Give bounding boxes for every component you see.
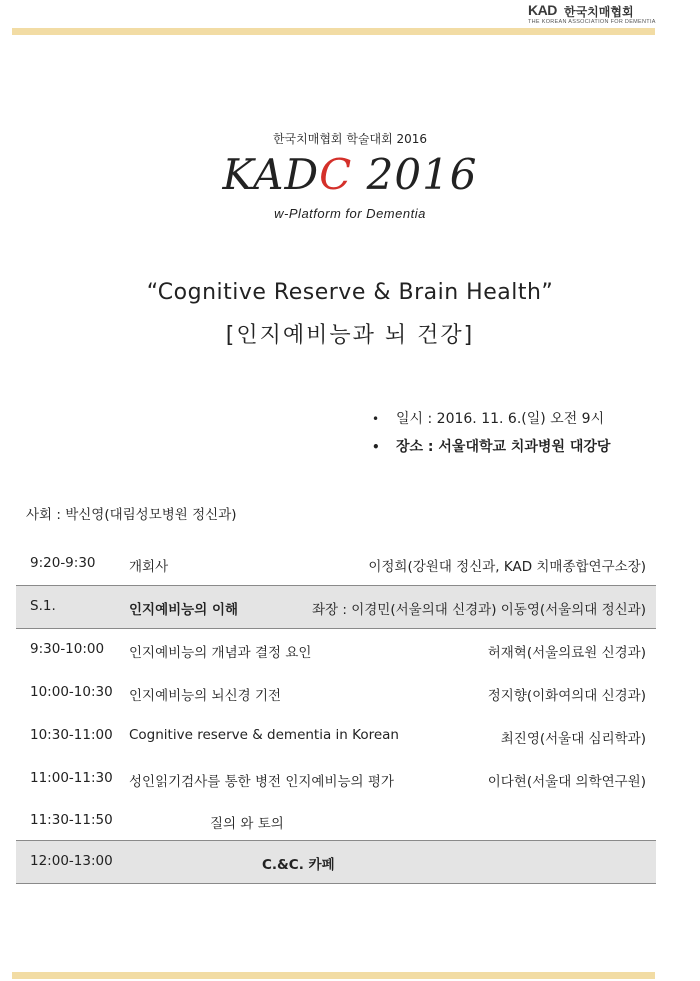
row-speaker: 정지향(이화여의대 신경과) — [487, 688, 646, 704]
row-program: 성인읽기검사를 통한 병전 인지예비능의 평가 — [129, 774, 394, 790]
top-decorative-band — [12, 28, 655, 35]
row-speaker: 이정희(강원대 정신과, KAD 치매종합연구소장) — [368, 559, 646, 575]
table-row — [16, 800, 656, 842]
event-title-prefix: KAD — [222, 150, 320, 199]
event-platform: w-Platform for Dementia — [274, 206, 426, 221]
row-program: 인지예비능의 뇌신경 기전 — [129, 688, 282, 704]
logo-title: 한국치매협회 — [564, 5, 634, 19]
row-time: 11:30-11:50 — [30, 812, 113, 828]
event-title-c: C — [319, 150, 353, 199]
table-row-session — [16, 585, 656, 629]
row-speaker: 좌장 : 이경민(서울의대 신경과) 이동영(서울의대 정신과) — [312, 602, 646, 618]
theme-korean: [인지예비능과 뇌 건강] — [225, 323, 475, 348]
table-row-break — [16, 840, 656, 884]
row-speaker: 이다현(서울대 의학연구원) — [487, 774, 646, 790]
row-time: 9:30-10:00 — [30, 641, 105, 657]
event-subtitle: 한국치매협회 학술대회 2016 — [272, 132, 428, 146]
logo-subtitle: THE KOREAN ASSOCIATION FOR DEMENTIA — [528, 19, 656, 25]
row-program: C.&C. 카페 — [262, 857, 335, 873]
host-line: 사회 : 박신영(대림성모병원 정신과) — [26, 507, 237, 523]
row-program: 개회사 — [129, 559, 169, 575]
bullet-icon: • — [372, 440, 380, 454]
info-date — [372, 408, 604, 428]
row-time: 10:00-10:30 — [30, 684, 113, 700]
row-program: 질의 와 토의 — [210, 816, 284, 832]
event-title — [0, 150, 700, 199]
table-row — [16, 758, 656, 800]
info-date-text: 일시 : 2016. 11. 6.(일) 오전 9시 — [396, 411, 605, 427]
bullet-icon: • — [372, 412, 380, 426]
row-speaker: 허재혁(서울의료원 신경과) — [487, 645, 646, 661]
bottom-decorative-band — [12, 972, 655, 979]
table-row — [16, 629, 656, 671]
row-program: 인지예비능의 이해 — [129, 602, 239, 618]
info-venue-text: 장소 : 서울대학교 치과병원 대강당 — [396, 439, 611, 455]
theme-english: “Cognitive Reserve & Brain Health” — [146, 280, 554, 305]
row-time: 10:30-11:00 — [30, 727, 113, 743]
row-time: S.1. — [30, 598, 56, 614]
table-row — [16, 672, 656, 714]
row-program: Cognitive reserve & dementia in Korean — [129, 727, 399, 743]
info-venue — [372, 436, 610, 456]
event-title-year: 2016 — [352, 150, 478, 199]
table-row — [16, 543, 656, 585]
kad-logo — [528, 2, 678, 28]
row-program: 인지예비능의 개념과 결정 요인 — [129, 645, 312, 661]
row-speaker: 최진영(서울대 심리학과) — [500, 731, 646, 747]
logo-mark: KAD — [528, 2, 557, 18]
row-time: 9:20-9:30 — [30, 555, 96, 571]
row-time: 12:00-13:00 — [30, 853, 113, 869]
row-time: 11:00-11:30 — [30, 770, 113, 786]
table-row — [16, 715, 656, 757]
